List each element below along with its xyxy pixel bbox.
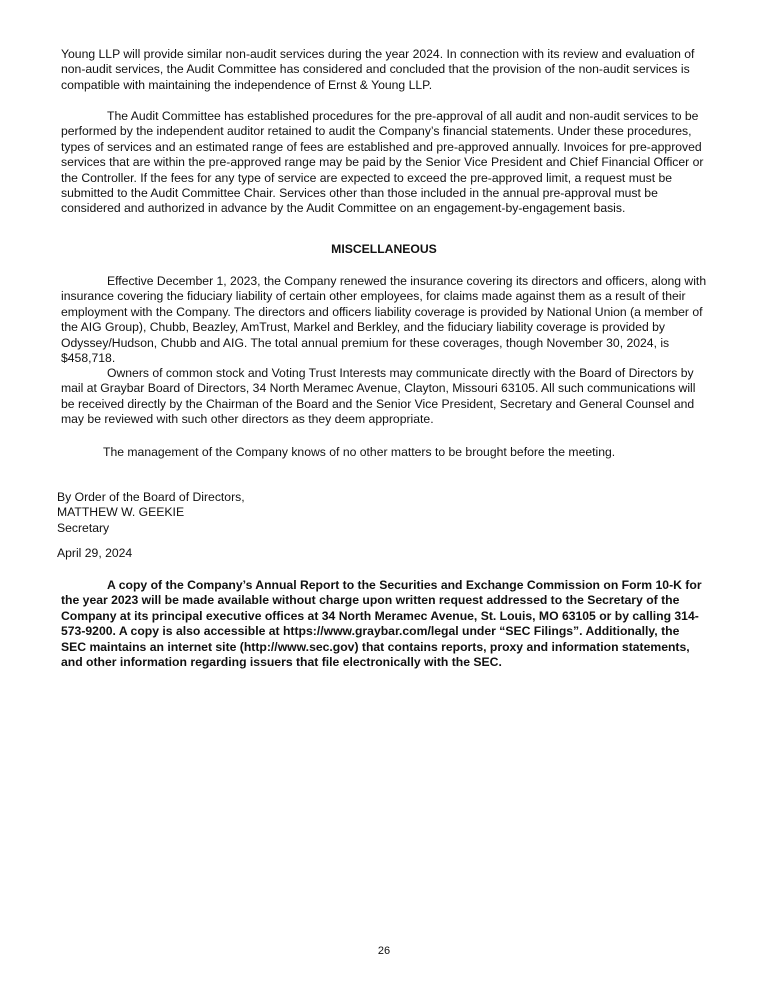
page-number: 26: [377, 945, 391, 957]
section-heading-miscellaneous: MISCELLANEOUS: [331, 242, 437, 256]
audit-services-paragraph-continued: Young LLP will provide similar non-audit services during the year 2024. In connection with its review and evaluation of non-audit services, the Audit Committee has considered and concluded that the provision of the non-audit services is compatible with maintaining the independence of Ernst & Young LLP.: [61, 47, 695, 92]
signature-title: Secretary: [57, 520, 110, 535]
signature-line-order: By Order of the Board of Directors,: [57, 490, 245, 504]
board-communication-paragraph: Owners of common stock and Voting Trust Interests may communicate directly with the Board of Directors by mail at Graybar Board of Directors, 34 North Meramec Avenue, Clayton, Missouri 63105. All such communications will be received directly by the Chairman of the Board and the Senior Vice President, Secretary and General Counsel and may be reviewed with such other directors as they deem appropriate.: [61, 366, 696, 427]
signature-block: [57, 490, 245, 536]
document-date: April 29, 2024: [57, 546, 133, 560]
annual-report-notice: A copy of the Company’s Annual Report to the Securities and Exchange Commission on Form 10-K for the year 2023 will be made available without charge upon written request addressed to the Secretary of the Company at its principal executive offices at 34 North Meramec Avenue, St. Louis, MO 63105 or by calling 314-573-9200. A copy is also accessible at https://www.graybar.com/legal under “SEC Filings”. Additionally, the SEC maintains an internet site (http://www.sec.gov) that contains reports, proxy and information statements, and other information regarding issuers that file electronically with the SEC.: [61, 578, 702, 670]
other-matters-paragraph: The management of the Company knows of no other matters to be brought before the meeting.: [103, 445, 616, 459]
insurance-paragraph: Effective December 1, 2023, the Company renewed the insurance covering its directors and officers, along with insurance covering the fiduciary liability of certain other employees, for claims made against them as a result of their employment with the Company. The directors and officers liability coverage is provided by National Union (a member of the AIG Group), Chubb, Beazley, AmTrust, Markel and Berkley, and the fiduciary liability coverage is provided by Odyssey/Hudson, Chubb and AIG. The total annual premium for these coverages, though November 30, 2024, is $458,718.: [61, 274, 707, 366]
pre-approval-procedures-paragraph: The Audit Committee has established procedures for the pre-approval of all audit and non-audit services to be performed by the independent auditor retained to audit the Company’s financial statements. Under these procedures, types of services and an estimated range of fees are established and pre-approved annually. Invoices for pre-approved services that are within the pre-approved range may be paid by the Senior Vice President and Chief Financial Officer or the Controller. If the fees for any type of service are expected to exceed the pre-approved limit, a request must be submitted to the Audit Committee Chair. Services other than those included in the annual pre-approval must be considered and authorized in advance by the Audit Committee on an engagement-by-engagement basis.: [61, 109, 704, 216]
signature-name: MATTHEW W. GEEKIE: [57, 505, 185, 520]
